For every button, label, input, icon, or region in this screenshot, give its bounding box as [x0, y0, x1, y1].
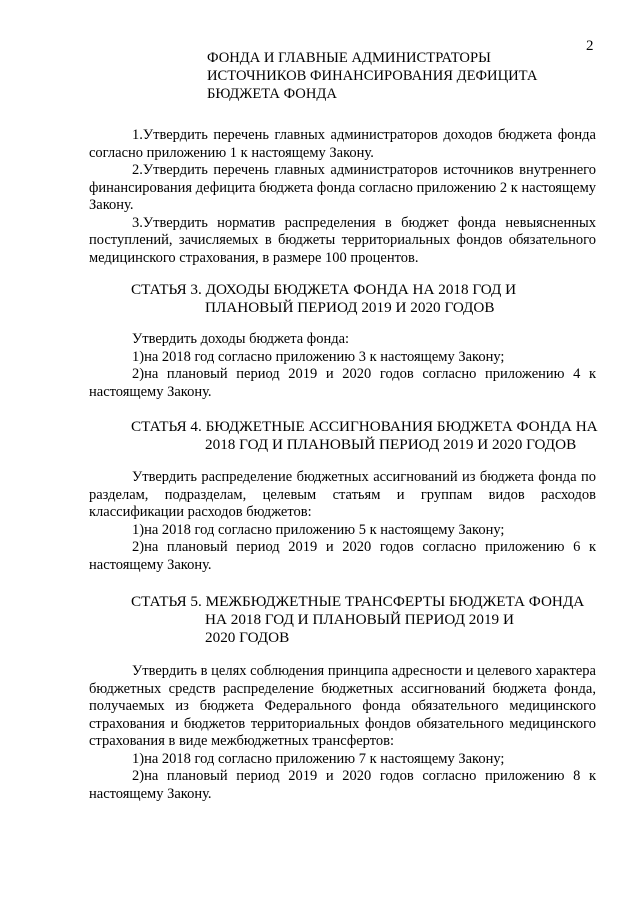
- paragraph: 2)на плановый период 2019 и 2020 годов согласно приложению 6 к настоящему Закону.: [89, 539, 596, 573]
- paragraph: 2)на плановый период 2019 и 2020 годов согласно приложению 4 к настоящему Закону.: [89, 366, 596, 400]
- article-5-text: [89, 663, 596, 803]
- section-title-line: ФОНДА И ГЛАВНЫЕ АДМИНИСТРАТОРЫ: [207, 50, 491, 66]
- article-heading-line: СТАТЬЯ 5. МЕЖБЮДЖЕТНЫЕ ТРАНСФЕРТЫ БЮДЖЕТА ФОНДА: [131, 593, 585, 610]
- section-title-line: БЮДЖЕТА ФОНДА: [207, 86, 337, 102]
- article-heading-line: 2018 ГОД И ПЛАНОВЫЙ ПЕРИОД 2019 И 2020 ГОДОВ: [205, 436, 577, 453]
- paragraph: 2.Утвердить перечень главных администраторов источников внутреннего финансирования дефицита бюджета фонда согласно приложению 2 к настоящему Закону.: [89, 162, 596, 213]
- paragraph: 1)на 2018 год согласно приложению 5 к настоящему Закону;: [132, 521, 505, 538]
- paragraph: 2)на плановый период 2019 и 2020 годов согласно приложению 8 к настоящему Закону.: [89, 768, 596, 802]
- intro-text: [89, 127, 596, 267]
- article-heading-line: 2020 ГОДОВ: [205, 629, 290, 646]
- paragraph: 1.Утвердить перечень главных администраторов доходов бюджета фонда согласно приложению 1 к настоящему Закону.: [89, 127, 596, 161]
- section-title: [207, 49, 537, 103]
- article-4-text: [89, 469, 596, 574]
- article-heading-line: СТАТЬЯ 3. ДОХОДЫ БЮДЖЕТА ФОНДА НА 2018 ГОД И: [131, 281, 517, 298]
- paragraph: 3.Утвердить норматив распределения в бюджет фонда невыясненных поступлений, зачисляемых в бюджеты территориальных фондов обязательного медицинского страхования, в размере 100 процентов.: [89, 214, 596, 266]
- paragraph: 1)на 2018 год согласно приложению 7 к настоящему Закону;: [132, 750, 505, 767]
- article-heading-line: СТАТЬЯ 4. БЮДЖЕТНЫЕ АССИГНОВАНИЯ БЮДЖЕТА ФОНДА НА: [131, 418, 598, 435]
- paragraph: 1)на 2018 год согласно приложению 3 к настоящему Закону;: [132, 348, 505, 365]
- paragraph: Утвердить распределение бюджетных ассигнований из бюджета фонда по разделам, подразделам, целевым статьям и группам видов расходов классификации расходов бюджетов:: [89, 469, 596, 520]
- page-number: 2: [586, 38, 594, 54]
- article-3-text: [89, 331, 596, 401]
- article-heading-line: ПЛАНОВЫЙ ПЕРИОД 2019 И 2020 ГОДОВ: [205, 299, 495, 316]
- paragraph: Утвердить доходы бюджета фонда:: [132, 331, 350, 347]
- article-3-heading: [131, 281, 516, 317]
- section-title-line: ИСТОЧНИКОВ ФИНАНСИРОВАНИЯ ДЕФИЦИТА: [207, 68, 538, 84]
- article-5-heading: [131, 593, 584, 647]
- article-heading-line: НА 2018 ГОД И ПЛАНОВЫЙ ПЕРИОД 2019 И: [205, 611, 514, 628]
- article-4-heading: [131, 418, 598, 454]
- paragraph: Утвердить в целях соблюдения принципа адресности и целевого характера бюджетных средств распределение бюджетных ассигнований бюджета фонда, получаемых из бюджета Федерального фонда обязательного медицинского страхования и бюджетов территориальных фондов обязательного медицинского страхования в виде межбюджетных трансфертов:: [89, 663, 596, 749]
